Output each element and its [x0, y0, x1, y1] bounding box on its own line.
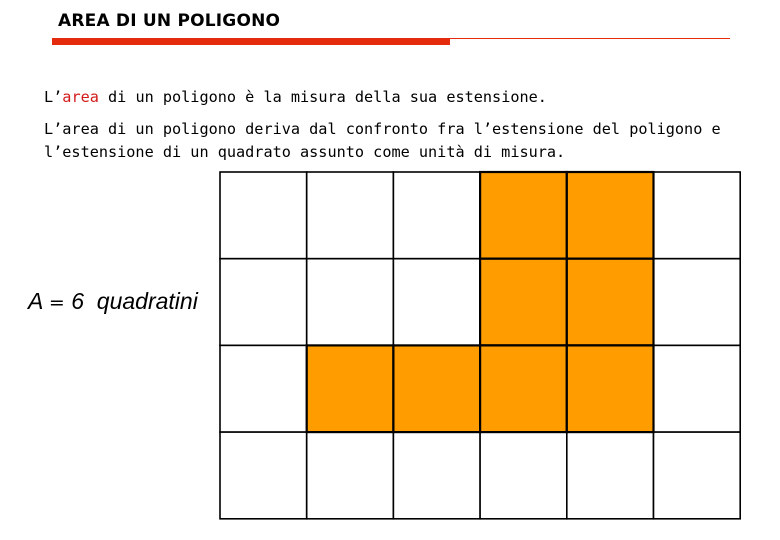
filled-unit-square: [480, 259, 567, 346]
grid-cell: [654, 259, 741, 346]
grid-cell: [220, 259, 307, 346]
slide-title: AREA DI UN POLIGONO: [58, 11, 281, 31]
title-underline-thick: [52, 38, 450, 45]
filled-unit-square: [567, 345, 654, 432]
grid-cell: [307, 172, 394, 259]
grid-cell: [654, 172, 741, 259]
grid-cell: [220, 432, 307, 519]
explanation-text: [44, 118, 721, 164]
formula-equals: =: [48, 292, 65, 314]
definition-suffix: di un poligono è la misura della sua estensione.: [98, 88, 547, 106]
formula-value: 6: [71, 288, 84, 314]
grid-cell: [220, 172, 307, 259]
grid-cell: [220, 345, 307, 432]
grid-cell: [307, 432, 394, 519]
definition-text: [44, 86, 547, 109]
grid-cell: [393, 172, 480, 259]
explanation-line-1: L’area di un poligono deriva dal confronto fra l’estensione del poligono e: [44, 120, 721, 138]
definition-keyword: area: [62, 88, 99, 106]
unit-square-grid: [218, 170, 744, 522]
grid-cell: [393, 432, 480, 519]
definition-prefix: L’: [44, 88, 63, 106]
grid-cell: [480, 432, 567, 519]
area-formula: [28, 288, 198, 315]
filled-unit-square: [307, 345, 394, 432]
title-underline-thin: [450, 38, 730, 39]
filled-unit-square: [480, 172, 567, 259]
explanation-line-2: l’estensione di un quadrato assunto come unità di misura.: [44, 143, 566, 161]
filled-unit-square: [567, 172, 654, 259]
grid-cell: [654, 345, 741, 432]
grid-cell: [654, 432, 741, 519]
grid-cell: [393, 259, 480, 346]
filled-unit-square: [480, 345, 567, 432]
grid-cell: [567, 432, 654, 519]
formula-variable: A: [28, 288, 43, 314]
grid-cell: [307, 259, 394, 346]
filled-unit-square: [567, 259, 654, 346]
filled-unit-square: [393, 345, 480, 432]
formula-unit: quadratini: [96, 288, 198, 314]
